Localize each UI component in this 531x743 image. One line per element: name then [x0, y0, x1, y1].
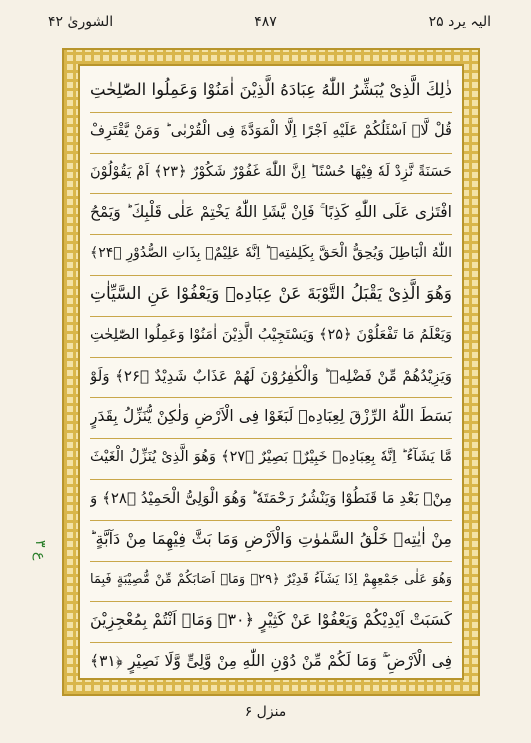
verse-line: وَهُوَ الَّذِىْ يَقْبَلُ التَّوْبَةَ عَنْ عِبَادِهٖ وَيَعْفُوْا عَنِ السَّيِّاٰتِ	[90, 276, 452, 317]
text-panel	[78, 64, 464, 680]
verse-line: بَسَطَ اللّٰهُ الرِّزْقَ لِعِبَادِهٖ لَبَغَوْا فِى الْاَرْضِ وَلٰكِنْ يُّنَزِّلُ بِقَدَرٍ	[90, 398, 452, 439]
manzil-footer: منزل ۶	[244, 704, 287, 720]
verse-line: مِنْ اٰيٰتِهٖ خَلْقُ السَّمٰوٰتِ وَالْاَرْضِ وَمَا بَثَّ فِيْهِمَا مِنْ دَآبَّةٍ ؕ	[90, 521, 452, 562]
ruku-marker: ع ۳	[32, 540, 48, 561]
verse-line: وَيَزِيْدُهُمْ مِّنْ فَضْلِهٖ ؕ وَالْكٰفِرُوْنَ لَهُمْ عَذَابٌ شَدِيْدٌ ﴿۲۶﴾ وَلَوْ	[90, 358, 452, 399]
verse-lines	[80, 66, 462, 678]
juz-title: الیہ یرد ۲۵	[428, 14, 491, 30]
verse-line: وَهُوَ عَلٰى جَمْعِهِمْ اِذَا يَشَآءُ قَدِيْرٌ ﴿۲۹﴾ وَمَاۤ اَصَابَكُمْ مِّنْ مُّصِيْبَةٍ فَبِمَا	[90, 562, 452, 603]
surah-title: الشوریٰ ۴۲	[48, 14, 114, 30]
page-number: ۴۸۷	[254, 14, 277, 30]
verse-line: حَسَنَةً نَّزِدْ لَهٗ فِيْهَا حُسْنًا ؕ اِنَّ اللّٰهَ غَفُوْرٌ شَكُوْرٌ ﴿۲۳﴾ اَمْ يَقُوْلُوْنَ	[90, 154, 452, 195]
verse-line: مَّا يَشَآءُ ؕ اِنَّهٗ بِعِبَادِهٖ خَبِيْرٌۢ بَصِيْرٌ ﴿۲۷﴾ وَهُوَ الَّذِىْ يُنَزِّلُ الْغَيْثَ	[90, 439, 452, 480]
verse-line: مِنْۢ بَعْدِ مَا قَنَطُوْا وَيَنْشُرُ رَحْمَتَهٗ ؕ وَهُوَ الْوَلِىُّ الْحَمِيْدُ ﴿۲۸﴾ وَ	[90, 480, 452, 521]
verse-line: فِى الْاَرْضِ ۖۚ وَمَا لَكُمْ مِّنْ دُوْنِ اللّٰهِ مِنْ وَّلِىٍّ وَّلَا نَصِيْرٍ ﴿۳۱﴾	[90, 652, 452, 671]
verse-line: اللّٰهُ الْبَاطِلَ وَيُحِقُّ الْحَقَّ بِكَلِمٰتِهٖ ؕ اِنَّهٗ عَلِيْمٌۢ بِذَاتِ الصُّدُوْرِ ﴿۲۴﴾	[90, 235, 452, 276]
ornamental-border	[62, 48, 480, 696]
verse-line: وَيَعْلَمُ مَا تَفْعَلُوْنَ ﴿۲۵﴾ وَيَسْتَجِيْبُ الَّذِيْنَ اٰمَنُوْا وَعَمِلُوا الصّٰلِحٰتِ	[90, 317, 452, 358]
verse-line: كَسَبَتْ اَيْدِيْكُمْ وَيَعْفُوْا عَنْ كَثِيْرٍ ﴿۳۰﴾ وَمَاۤ اَنْتُمْ بِمُعْجِزِيْنَ	[90, 602, 452, 643]
verse-line: ذٰلِكَ الَّذِىْ يُبَشِّرُ اللّٰهُ عِبَادَهُ الَّذِيْنَ اٰمَنُوْا وَعَمِلُوا الصّٰلِحٰتِ	[90, 72, 452, 113]
verse-line: قُلْ لَّاۤ اَسْئَلُكُمْ عَلَيْهِ اَجْرًا اِلَّا الْمَوَدَّةَ فِى الْقُرْبٰى ؕ وَمَنْ يَّقْتَرِفْ	[90, 113, 452, 154]
verse-line: افْتَرٰى عَلَى اللّٰهِ كَذِبًا ۚ فَاِنْ يَّشَاِ اللّٰهُ يَخْتِمْ عَلٰى قَلْبِكَ ؕ وَيَمْحُ	[90, 194, 452, 235]
